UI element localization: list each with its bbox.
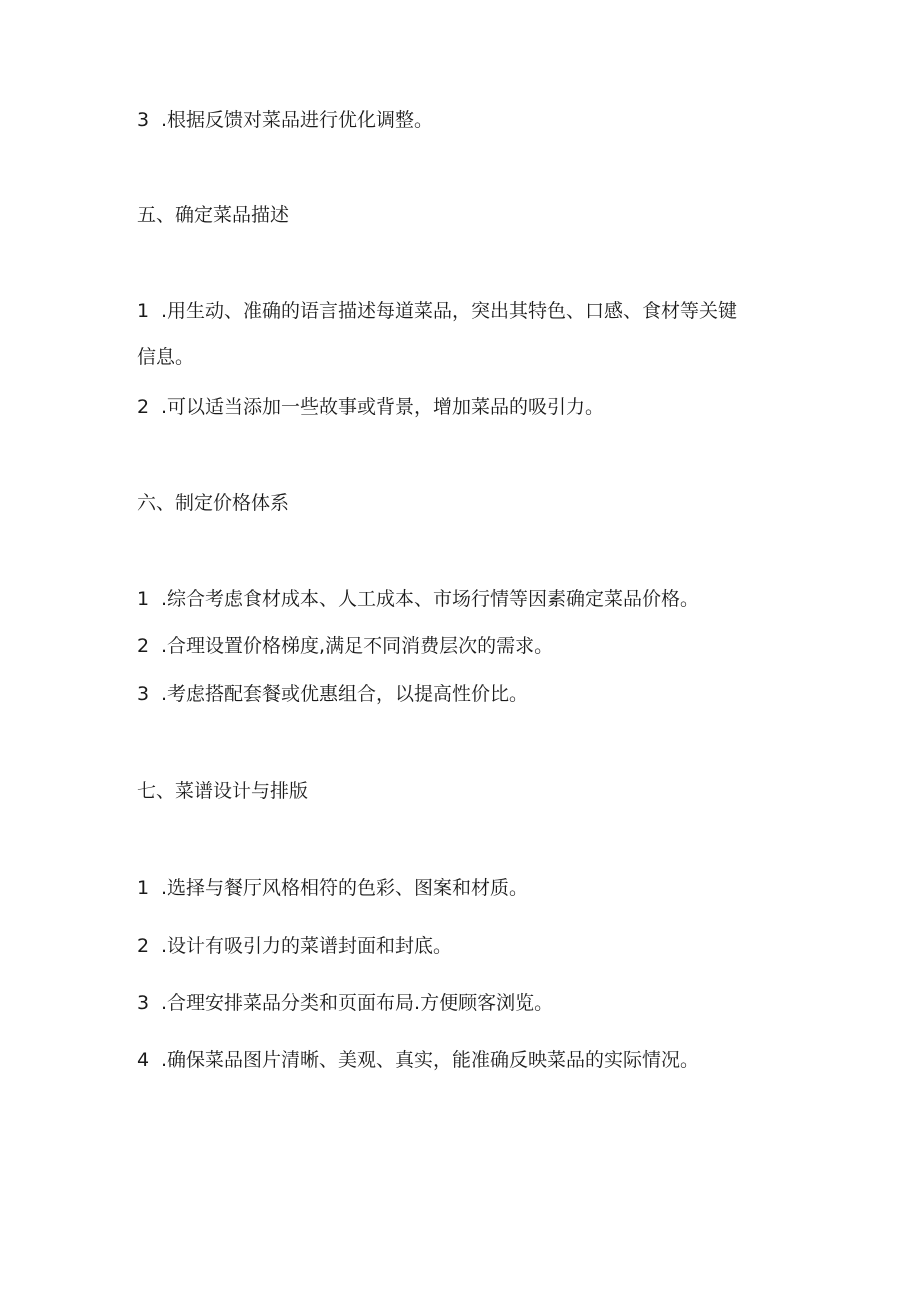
list-item-continuation: 信息。 bbox=[137, 346, 195, 368]
item-text: .考虑搭配套餐或优惠组合，以提高性价比。 bbox=[161, 683, 529, 705]
list-item bbox=[137, 395, 604, 419]
item-number: 3 bbox=[137, 109, 150, 131]
section-heading: 五、确定菜品描述 bbox=[137, 204, 290, 226]
list-item bbox=[137, 876, 528, 900]
list-item bbox=[137, 108, 433, 132]
item-number: 3 bbox=[137, 683, 150, 705]
section-heading: 六、制定价格体系 bbox=[137, 492, 290, 514]
list-item bbox=[137, 299, 737, 323]
item-text: .设计有吸引力的菜谱封面和封底。 bbox=[161, 935, 453, 957]
item-text: .根据反馈对菜品进行优化调整。 bbox=[161, 109, 434, 131]
list-item bbox=[137, 991, 553, 1015]
item-text: .合理安排菜品分类和页面布局.方便顾客浏览。 bbox=[161, 992, 554, 1014]
list-item bbox=[137, 682, 528, 706]
item-number: 4 bbox=[137, 1049, 150, 1071]
section-heading: 七、菜谱设计与排版 bbox=[137, 780, 309, 802]
item-number: 2 bbox=[137, 635, 150, 657]
item-text: .合理设置价格梯度,满足不同消费层次的需求。 bbox=[161, 635, 554, 657]
item-text: .可以适当添加一些故事或背景，增加菜品的吸引力。 bbox=[161, 396, 605, 418]
item-number: 3 bbox=[137, 992, 150, 1014]
list-item bbox=[137, 587, 699, 611]
item-text: .用生动、准确的语言描述每道菜品，突出其特色、口感、食材等关键 bbox=[161, 300, 738, 322]
item-number: 2 bbox=[137, 935, 150, 957]
item-number: 1 bbox=[137, 588, 150, 610]
item-number: 1 bbox=[137, 300, 150, 322]
list-item bbox=[137, 634, 553, 658]
item-number: 1 bbox=[137, 877, 150, 899]
item-number: 2 bbox=[137, 396, 150, 418]
item-text: .综合考虑食材成本、人工成本、市场行情等因素确定菜品价格。 bbox=[161, 588, 700, 610]
item-text: .确保菜品图片清晰、美观、真实，能准确反映菜品的实际情况。 bbox=[161, 1049, 700, 1071]
item-text: .选择与餐厅风格相符的色彩、图案和材质。 bbox=[161, 877, 529, 899]
list-item bbox=[137, 934, 452, 958]
list-item bbox=[137, 1048, 699, 1072]
